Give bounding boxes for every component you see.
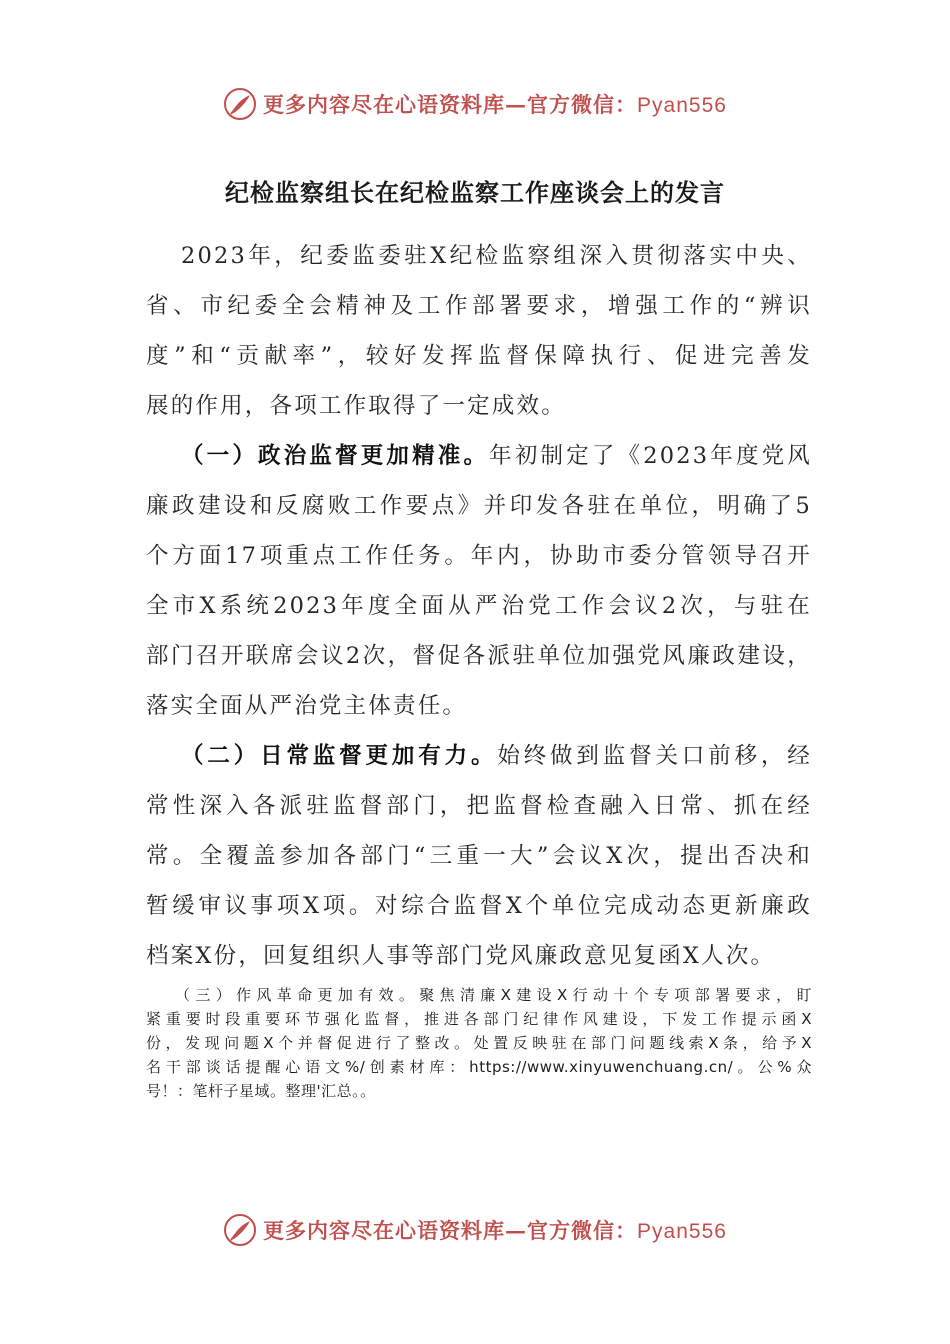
watermark-header [0, 84, 950, 124]
quill-logo-icon [223, 87, 257, 121]
section-2-first-line: （二）日常监督更加有力。始终做到监督关口前移，经 [181, 743, 812, 769]
paragraph-line: 常。全覆盖参加各部门“三重一大”会议X次，提出否决和 [146, 843, 812, 869]
section-1-heading: （一）政治监督更加精准。 [181, 443, 490, 469]
small-paragraph-line: 紧重要时段重要环节强化监督，推进各部门纪律作风建设，下发工作提示函X [146, 1010, 812, 1028]
small-paragraph-line: 号！：笔杆子星域。整理'汇总。。 [146, 1082, 376, 1100]
paragraph-line: 个方面17项重点工作任务。年内，协助市委分管领导召开 [146, 543, 812, 569]
paragraph-line: 全市X系统2023年度全面从严治党工作会议2次，与驻在 [146, 593, 812, 619]
watermark-text: 更多内容尽在心语资料库—官方微信：Pyan556 [263, 92, 727, 117]
watermark-footer [0, 1210, 950, 1250]
paragraph-line: 度”和“贡献率”，较好发挥监督保障执行、促进完善发 [146, 343, 812, 369]
small-paragraph-line: 名干部谈话提醒心语文%/创素材库：https://www.xinyuwenchuang.cn/。公%众 [146, 1058, 812, 1076]
quill-logo-icon [223, 1213, 257, 1247]
paragraph-line: 廉政建设和反腐败工作要点》并印发各驻在单位，明确了5 [146, 493, 812, 519]
section-2-heading: （二）日常监督更加有力。 [181, 743, 498, 769]
paragraph-line: 2023年，纪委监委驻X纪检监察组深入贯彻落实中央、 [181, 243, 812, 269]
small-paragraph-line: 份，发现问题X个并督促进行了整改。处置反映驻在部门问题线索X条，给予X [146, 1034, 812, 1052]
paragraph-line: 落实全面从严治党主体责任。 [146, 693, 468, 719]
small-paragraph-line: （三）作风革命更加有效。聚焦清廉X建设X行动十个专项部署要求，盯 [175, 986, 812, 1004]
paragraph-line: 常性深入各派驻监督部门，把监督检查融入日常、抓在经 [146, 793, 812, 819]
watermark-text: 更多内容尽在心语资料库—官方微信：Pyan556 [263, 1218, 727, 1243]
paragraph-line: 省、市纪委全会精神及工作部署要求，增强工作的“辨识 [146, 293, 812, 319]
paragraph-line: 暂缓审议事项X项。对综合监督X个单位完成动态更新廉政 [146, 893, 812, 919]
paragraph-line: 档案X份，回复组织人事等部门党风廉政意见复函X人次。 [146, 943, 776, 969]
paragraph-line: 部门召开联席会议2次，督促各派驻单位加强党风廉政建设， [146, 643, 812, 669]
section-1-first-line: （一）政治监督更加精准。年初制定了《2023年度党风 [181, 443, 813, 469]
paragraph-line: 展的作用，各项工作取得了一定成效。 [146, 393, 566, 419]
document-title: 纪检监察组长在纪检监察工作座谈会上的发言 [225, 178, 725, 207]
